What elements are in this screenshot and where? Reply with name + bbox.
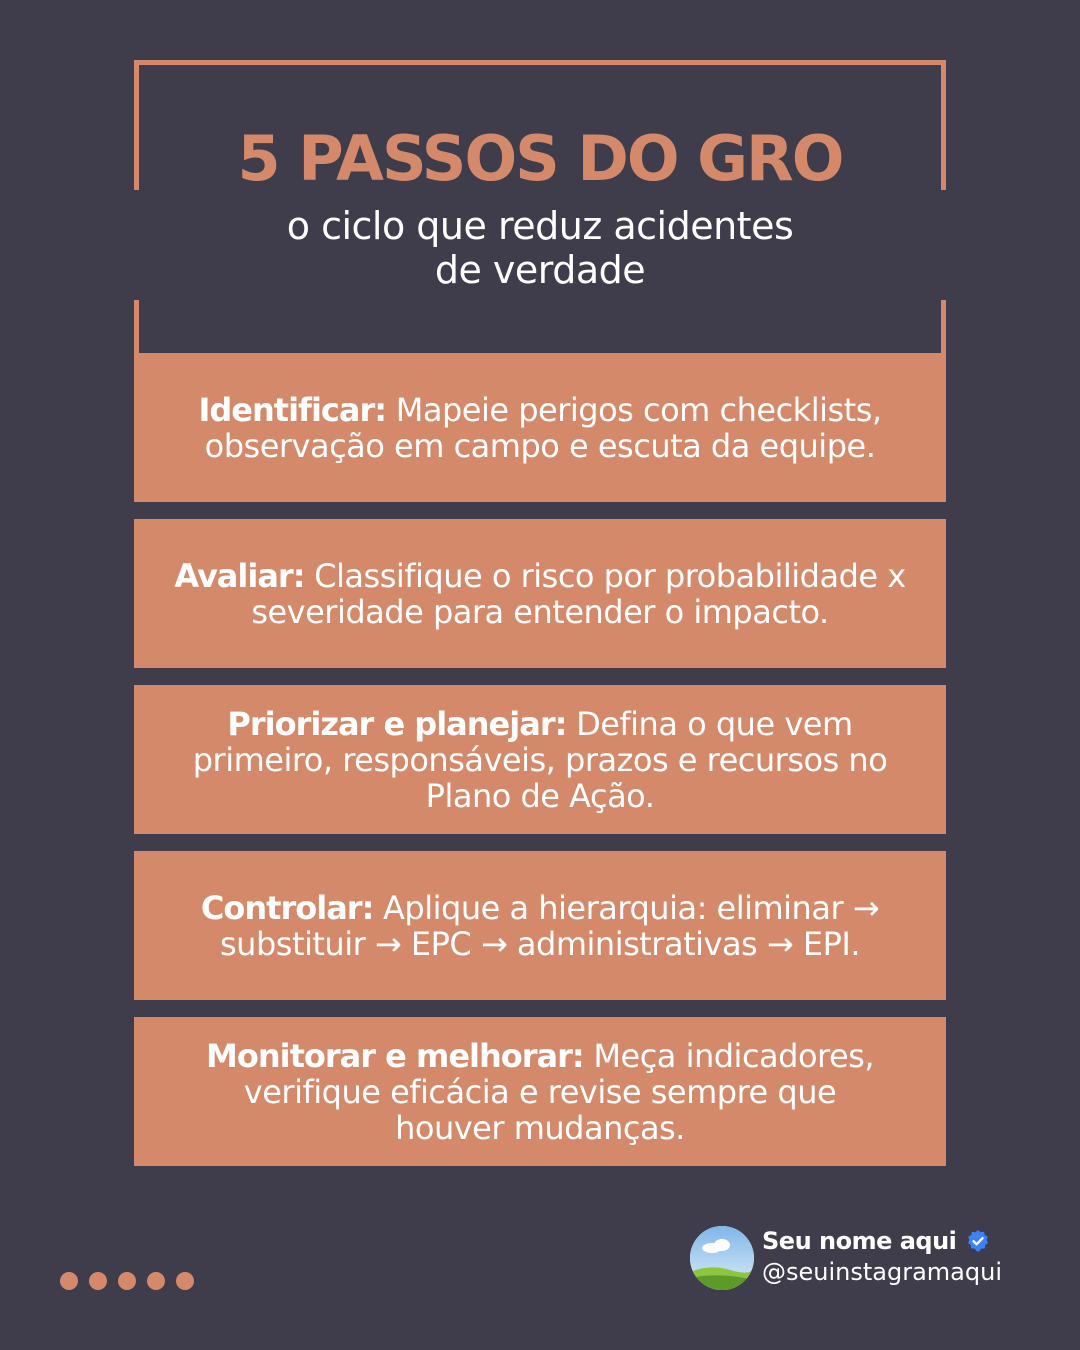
pagination-dot[interactable]: [176, 1272, 194, 1290]
page-title: 5 PASSOS DO GRO: [237, 122, 843, 195]
pagination-dot[interactable]: [60, 1272, 78, 1290]
step-label: Priorizar e planejar:: [227, 704, 567, 743]
pagination-dot[interactable]: [147, 1272, 165, 1290]
step-card-priorizar: [134, 685, 946, 834]
pagination-dot[interactable]: [118, 1272, 136, 1290]
page-subtitle: [0, 204, 1080, 292]
step-card-controlar: [134, 851, 946, 1000]
pagination-dot[interactable]: [89, 1272, 107, 1290]
profile-name-text: Seu nome aqui: [762, 1227, 957, 1255]
step-text: Mapeie perigos com checklists, observação em campo e escuta da equipe.: [204, 390, 882, 465]
step-text: Defina o que vem primeiro, responsáveis, prazos e recursos no Plano de Ação.: [192, 704, 888, 815]
profile-handle[interactable]: @seuinstagramaqui: [762, 1258, 1002, 1286]
step-card-avaliar: [134, 519, 946, 668]
step-label: Identificar:: [198, 390, 387, 429]
header-frame-bottom: [134, 300, 946, 356]
step-text: Meça indicadores, verifique eficácia e revise sempre que houver mudanças.: [243, 1036, 875, 1147]
step-label: Monitorar e melhorar:: [205, 1036, 584, 1075]
subtitle-line-2: de verdade: [434, 248, 646, 292]
profile-name[interactable]: [762, 1224, 990, 1258]
pagination-dots: [60, 1272, 194, 1290]
step-label: Avaliar:: [174, 556, 305, 595]
avatar-landscape-icon: [690, 1226, 754, 1290]
step-card-identificar: [134, 353, 946, 502]
verified-badge-icon: [966, 1229, 990, 1253]
step-text: Aplique a hierarquia: eliminar → substituir → EPC → administrativas → EPI.: [220, 888, 880, 963]
step-text: Classifique o risco por probabilidade x severidade para entender o impacto.: [251, 556, 906, 631]
subtitle-line-1: o ciclo que reduz acidentes: [286, 204, 794, 248]
avatar[interactable]: [690, 1226, 754, 1290]
step-label: Controlar:: [200, 888, 374, 927]
step-card-monitorar: [134, 1017, 946, 1166]
